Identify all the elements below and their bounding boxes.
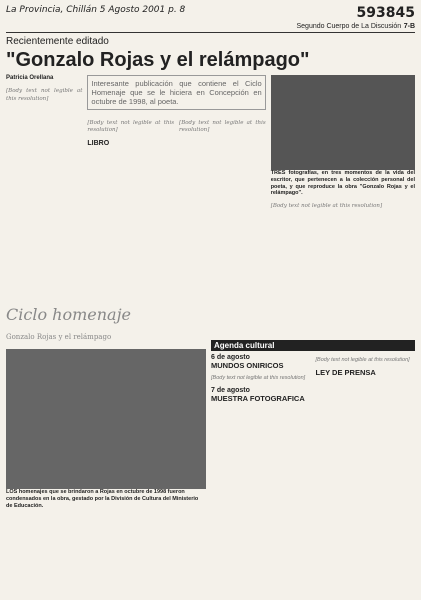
clipping-reference: 593845 — [356, 5, 415, 21]
newspaper-page — [6, 5, 415, 595]
graphic-subtitle: Gonzalo Rojas y el relámpago — [6, 333, 112, 341]
agenda-text-2: [Body text not legible at this resolution] — [315, 356, 410, 363]
page-number: 7-B — [403, 23, 415, 30]
agenda-date-1: 6 de agosto — [211, 354, 250, 361]
subhead-libro: LIBRO — [87, 140, 110, 148]
agenda-header: Agenda cultural — [211, 340, 415, 351]
section-name: Segundo Cuerpo de La Discusión — [296, 23, 402, 30]
agenda-title-2: MUESTRA FOTOGRAFICA — [211, 393, 305, 403]
author-photo-collage — [271, 75, 415, 170]
ceremony-photo — [6, 349, 206, 489]
body-column-3: [Body text not legible at this resolution] — [179, 119, 266, 134]
agenda-date-2: 7 de agosto — [211, 387, 250, 395]
photo-caption-top: TRES fotografías, en tres momentos de la vida del escritor, que pertenecen a la colección personal del poeta, y que reproduce la obra "Gonzalo Rojas y el relámpago". — [270, 170, 415, 197]
agenda-ley-prensa: LEY DE PRENSA — [315, 368, 376, 377]
graphic-title: Ciclo homenaje — [6, 305, 132, 324]
photo-caption-bottom: LOS homenajes que se brindaron a Rojas en octubre de 1998 fueron condensados en la obra, gestado por la División de Cultura del Ministerio de Educación. — [6, 489, 199, 509]
body-column-4: [Body text not legible at this resolution] — [270, 202, 383, 209]
kicker: Recientemente editado — [6, 36, 109, 47]
pull-quote: Interesante publicación que contiene el Ciclo Homenaje que se le hiciera en Concepción en octubre de 1998, al poeta. — [87, 75, 265, 110]
agenda-text-1: [Body text not legible at this resolution] — [211, 374, 306, 381]
body-column-2: [Body text not legible at this resolution] — [87, 119, 175, 134]
handwritten-note: La Provincia, Chillán 5 Agosto 2001 p. 8 — [6, 5, 186, 15]
body-column-1: [Body text not legible at this resolution] — [6, 88, 83, 102]
byline: Patricia Orellana — [6, 75, 54, 81]
homenaje-graphic — [6, 305, 206, 340]
headline: "Gonzalo Rojas y el relámpago" — [6, 49, 310, 71]
agenda-title-1: MUNDOS ONIRICOS — [211, 360, 284, 370]
masthead — [6, 5, 415, 30]
